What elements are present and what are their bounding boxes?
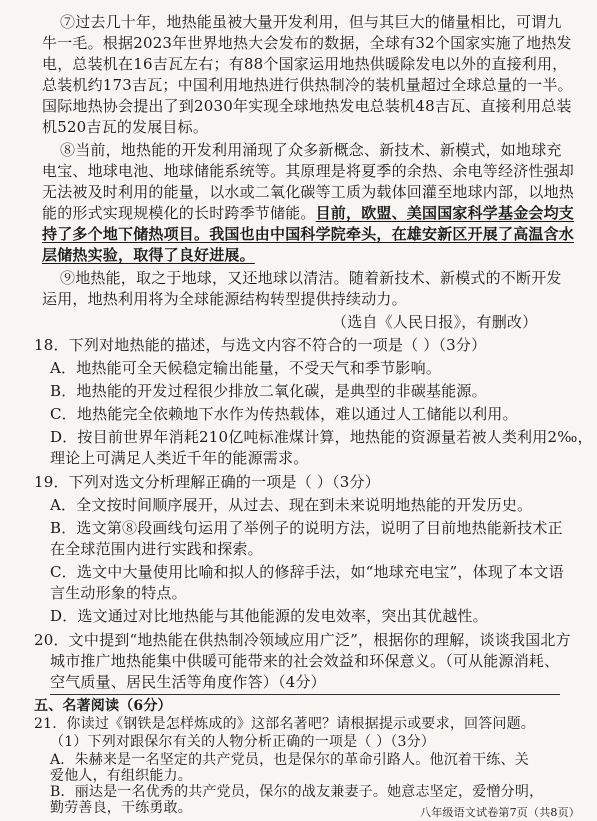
q18-stem: 18．下列对地热能的描述，与选文内容不符合的一项是（ ）（3分）	[34, 336, 487, 354]
p8-line-1: ⑧当前，地热能的开发利用涌现了众多新概念、新技术、新模式，如地球充	[60, 141, 562, 159]
q19-stem: 19．下列对选文分析理解正确的一项是（ ）（3分）	[34, 473, 380, 491]
q19-option-a: A．全文按时间顺序展开，从过去、现在到未来说明地热能的开发历史。	[50, 496, 533, 514]
p8-line-4	[42, 203, 574, 223]
q21-option-b-cont: 勤劳善良，干练勇敢。	[50, 800, 192, 816]
answer-line	[50, 694, 560, 695]
underlined-sentence-part-1: 目前，欧盟、美国国家科学基金会均支	[315, 204, 575, 222]
underlined-sentence-part-2: 持了多个地下储热项目。我国也由中国科学院牵头，在雄安新区开展了高温含水	[42, 225, 575, 243]
p7-line-5: 国际地热协会提出了到2030年实现全球地热发电总装机48吉瓦、直接利用总装	[42, 97, 572, 115]
p7-line-3: 电，总装机在16吉瓦左右；有88个国家运用地热供暖除发电以外的直接利用，	[42, 55, 568, 73]
p7-line-1: ⑦过去几十年，地热能虽被大量开发利用，但与其巨大的储量相比，可谓九	[60, 13, 562, 31]
q18-option-d-cont: 理论上可满足人类近千年的能源需求。	[50, 449, 309, 467]
p9-line-1: ⑨地热能，取之于地球，又还地球以清洁。随着新技术、新模式的不断开发	[60, 269, 562, 287]
q19-option-b-cont: 在全球范围内进行实践和探索。	[50, 540, 263, 558]
source-note: （选自《人民日报》，有删改）	[332, 313, 538, 331]
p7-line-6: 机520吉瓦的发展目标。	[42, 118, 209, 136]
page-footer: 八年级语文试卷第7页（共8页）	[420, 806, 580, 819]
section-5-heading: 五、名著阅读（6分）	[34, 698, 172, 714]
q19-option-d: D．选文通过对比地热能与其他能源的发电效率，突出其优越性。	[50, 607, 488, 625]
q21-option-a-cont: 爱他人，有组织能力。	[50, 768, 192, 784]
q19-option-c-cont: 言生动形象的特点。	[50, 584, 187, 602]
q20-line-1: 20．文中提到“地热能在供热制冷领域应用广泛”，根据你的理解，谈谈我国北方	[34, 631, 571, 649]
p8-line-2: 电宝、地球电池、地球储能系统等。其原理是将夏季的余热、余电等经济性强却	[42, 162, 575, 180]
p9-line-2: 运用，地热利用将为全球能源结构转型提供持续动力。	[42, 290, 407, 308]
q21-stem: 21．你读过《钢铁是怎样炼成的》这部名著吧？请根据提示或要求，回答问题。	[34, 716, 536, 732]
p8-line-3: 无法被及时利用的能量，以水或二氧化碳等工质为载体回灌至地球内部，以地热	[42, 183, 575, 201]
q19-option-b: B．选文第⑧段画线句运用了举例子的说明方法，说明了目前地热能新技术正	[50, 519, 563, 537]
q20-line-3: 空气质量、居民生活等角度作答）（4分）	[50, 673, 326, 691]
p7-line-2: 牛一毛。根据2023年世界地热大会发布的数据，全球有32个国家实施了地热发	[42, 34, 572, 52]
q18-option-b: B．地热能的开发过程很少排放二氧化碳，是典型的非碳基能源。	[50, 382, 487, 400]
p8-line-4-text: 能的形式实现规模化的长时跨季节储能。	[42, 204, 316, 222]
q21-option-b: B．丽达是一名优秀的共产党员，保尔的战友兼妻子。她意志坚定，爱憎分明，	[50, 784, 544, 800]
q21-option-a: A．朱赫来是一名坚定的共产党员，也是保尔的革命引路人。他沉着干练、关	[50, 752, 529, 768]
q18-option-c: C．地热能完全依赖地下水作为传热载体，难以通过人工储能以利用。	[50, 405, 518, 423]
q21-sub1-stem: （1）下列对跟保尔有关的人物分析正确的一项是（ ）（3分）	[50, 734, 436, 750]
underlined-sentence-part-3: 层储热实验，取得了良好进展。	[42, 246, 255, 264]
q18-option-a: A．地热能可全天候稳定输出能量，不受天气和季节影响。	[50, 359, 442, 377]
p7-line-4: 总装机约173吉瓦；中国利用地热进行供热制冷的装机量超过全球总量的一半。	[42, 76, 573, 94]
q19-option-c: C．选文中大量使用比喻和拟人的修辞手法，如“地球充电宝”，体现了本文语	[50, 563, 564, 581]
q18-option-d: D．按目前世界年消耗210亿吨标准煤计算，地热能的资源量若被人类利用2‰，	[50, 428, 593, 446]
q20-line-2: 城市推广地热能集中供暖可能带来的社会效益和环保意义。（可从能源消耗、	[50, 652, 560, 670]
